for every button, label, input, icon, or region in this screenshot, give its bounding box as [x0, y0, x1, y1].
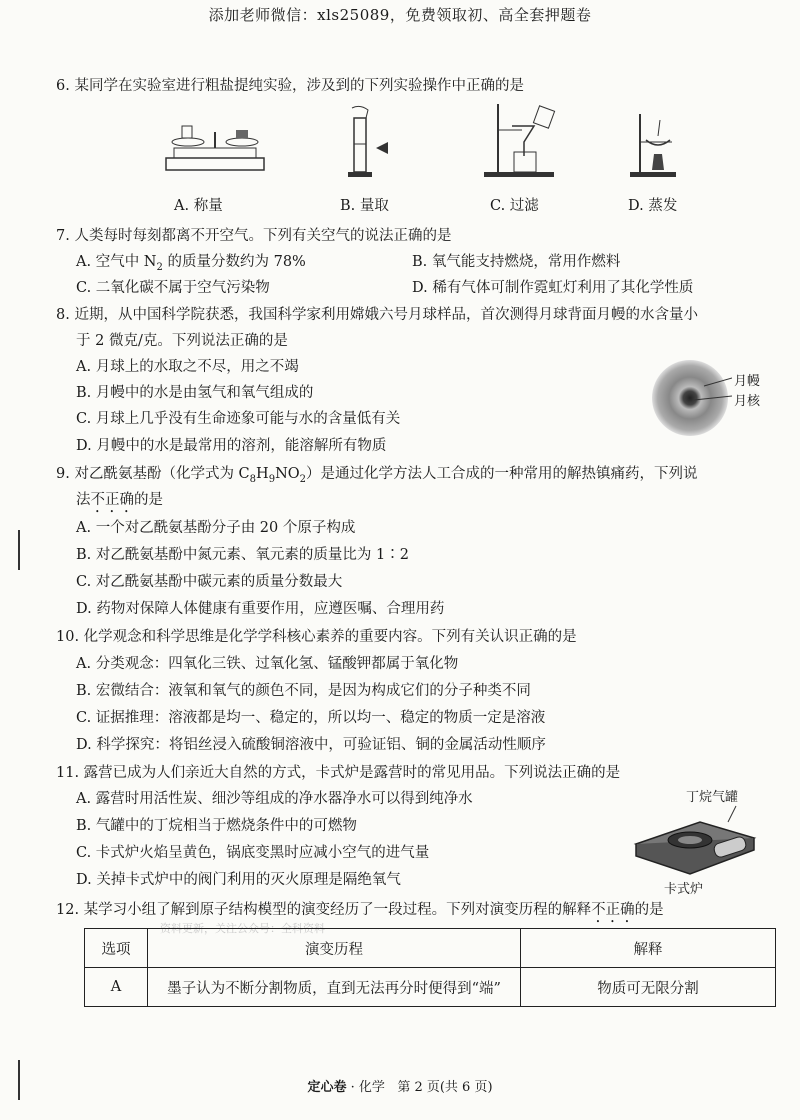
- q10-stem: 10. 化学观念和科学思维是化学学科核心素养的重要内容。下列有关认识正确的是: [56, 629, 577, 645]
- q7-option-d: D. 稀有气体可制作霓虹灯利用了其化学性质: [412, 280, 694, 296]
- q9-option-b: B. 对乙酰氨基酚中氮元素、氧元素的质量比为 1∶2: [76, 547, 409, 563]
- q6-option-a: A. 称量: [174, 198, 223, 214]
- q9-emphasis: 不正确: [90, 492, 134, 508]
- q6-option-b: B. 量取: [340, 198, 389, 214]
- q7-option-a: [76, 250, 306, 273]
- core-label: 月核: [734, 394, 761, 409]
- q12-emphasis: 不正确: [591, 902, 635, 918]
- q9-stem2-pre: 法: [76, 492, 91, 508]
- q11-option-d: D. 关掉卡式炉中的阀门利用的灭火原理是隔绝氧气: [76, 872, 401, 888]
- q12-stem-post: 的是: [634, 902, 664, 918]
- q10-option-d: D. 科学探究：将铝丝浸入硫酸铜溶液中，可验证铝、铜的金属活动性顺序: [76, 737, 546, 753]
- q11-stem: 11. 露营已成为人们亲近大自然的方式，卡式炉是露营时的常见用品。下列说法正确的是: [56, 765, 621, 781]
- q7-a-sub: 2: [156, 261, 163, 273]
- scan-edge-mark: [18, 530, 20, 570]
- table-cell-explanation: 物质可无限分割: [521, 968, 776, 1007]
- q10-option-a: A. 分类观念：四氧化三铁、过氧化氢、锰酸钾都属于氧化物: [76, 656, 459, 672]
- q9-stem-line1: [56, 462, 698, 485]
- q7-option-b: B. 氧气能支持燃烧，常用作燃料: [412, 254, 621, 270]
- q9-sub-o: 2: [299, 473, 307, 485]
- table-row: [85, 968, 776, 1007]
- page-footer: [0, 1076, 800, 1095]
- q9-stem-pre: 9. 对乙酰氨基酚（化学式为 C: [56, 466, 250, 482]
- q8-option-d: D. 月幔中的水是最常用的溶剂，能溶解所有物质: [76, 438, 387, 454]
- q7-a-pre: A. 空气中 N: [76, 254, 157, 270]
- q11-option-b: B. 气罐中的丁烷相当于燃烧条件中的可燃物: [76, 818, 357, 834]
- q10-option-b: B. 宏微结合：液氧和氧气的颜色不同，是因为构成它们的分子种类不同: [76, 683, 531, 699]
- q12-table: [84, 928, 776, 1007]
- mantle-label: 月幔: [734, 374, 761, 389]
- table-cell-history: 墨子认为不断分割物质，直到无法再分时便得到“端”: [148, 968, 521, 1007]
- footer-book: 定心卷: [307, 1080, 347, 1095]
- table-header-history: 演变历程: [148, 929, 521, 968]
- q8-stem-line2: 于 2 微克/克。下列说法正确的是: [76, 333, 288, 349]
- promo-header: 添加老师微信：xls25089，免费领取初、高全套押题卷: [208, 6, 592, 24]
- q8-option-a: A. 月球上的水取之不尽，用之不竭: [76, 359, 299, 375]
- footer-sep: ·: [346, 1080, 359, 1095]
- q11-option-a: A. 露营时用活性炭、细沙等组成的净水器净水可以得到纯净水: [76, 791, 473, 807]
- q10-option-c: C. 证据推理：溶液都是均一、稳定的，所以均一、稳定的物质一定是溶液: [76, 710, 546, 726]
- q12-stem-pre: 12. 某学习小组了解到原子结构模型的演变经历了一段过程。下列对演变历程的解释: [56, 902, 592, 918]
- q6-option-d: D. 蒸发: [628, 198, 678, 214]
- balance-figure: [160, 118, 270, 176]
- q7-stem: 7. 人类每时每刻都离不开空气。下列有关空气的说法正确的是: [56, 228, 452, 244]
- q9-sub-c: 8: [249, 473, 257, 485]
- q9-stem-post: ）是通过化学方法人工合成的一种常用的解热镇痛药，下列说: [306, 466, 698, 482]
- table-header-row: [85, 929, 776, 968]
- q6-stem: 6. 某同学在实验室进行粗盐提纯实验，涉及到的下列实验操作中正确的是: [56, 78, 524, 94]
- q9-option-c: C. 对乙酰氨基酚中碳元素的质量分数最大: [76, 574, 343, 590]
- q11-option-c: C. 卡式炉火焰呈黄色，锅底变黑时应减小空气的进气量: [76, 845, 430, 861]
- tank-label: 丁烷气罐: [686, 790, 739, 805]
- footer-page: 第 2 页(共 6 页): [397, 1080, 493, 1095]
- table-header-option: 选项: [85, 929, 148, 968]
- q7-option-c: C. 二氧化碳不属于空气污染物: [76, 280, 270, 296]
- evaporation-figure: [626, 110, 686, 180]
- q12-stem: [56, 898, 664, 926]
- filtration-figure: [478, 100, 568, 180]
- q9-option-d: D. 药物对保障人体健康有重要作用，应遵医嘱、合理用药: [76, 601, 445, 617]
- q9-no: NO: [275, 466, 300, 482]
- stove-label: 卡式炉: [664, 882, 704, 897]
- q8-option-b: B. 月幔中的水是由氢气和氧气组成的: [76, 385, 314, 401]
- q9-option-a: A. 一个对乙酰氨基酚分子由 20 个原子构成: [76, 520, 356, 536]
- q9-stem2-post: 的是: [134, 492, 163, 508]
- table-header-explanation: 解释: [521, 929, 776, 968]
- q8-stem-line1: 8. 近期，从中国科学院获悉，我国科学家利用嫦娥六号月球样品，首次测得月球背面月幔的水含量小: [56, 307, 698, 323]
- table-cell-option: A: [85, 968, 148, 1007]
- faint-watermark: 资料更新，关注公众号：全科资料: [160, 922, 325, 935]
- q9-stem-line2: [76, 488, 163, 516]
- moon-structure-figure: [648, 356, 732, 440]
- q9-sub-h: 9: [268, 473, 276, 485]
- q8-option-c: C. 月球上几乎没有生命迹象可能与水的含量低有关: [76, 411, 401, 427]
- camping-stove-figure: [630, 804, 760, 876]
- cylinder-figure: [340, 104, 400, 180]
- footer-subject: 化学: [358, 1080, 385, 1095]
- q6-option-c: C. 过滤: [490, 198, 539, 214]
- q9-h: H: [256, 466, 269, 482]
- q7-a-post: 的质量分数约为 78%: [162, 254, 306, 270]
